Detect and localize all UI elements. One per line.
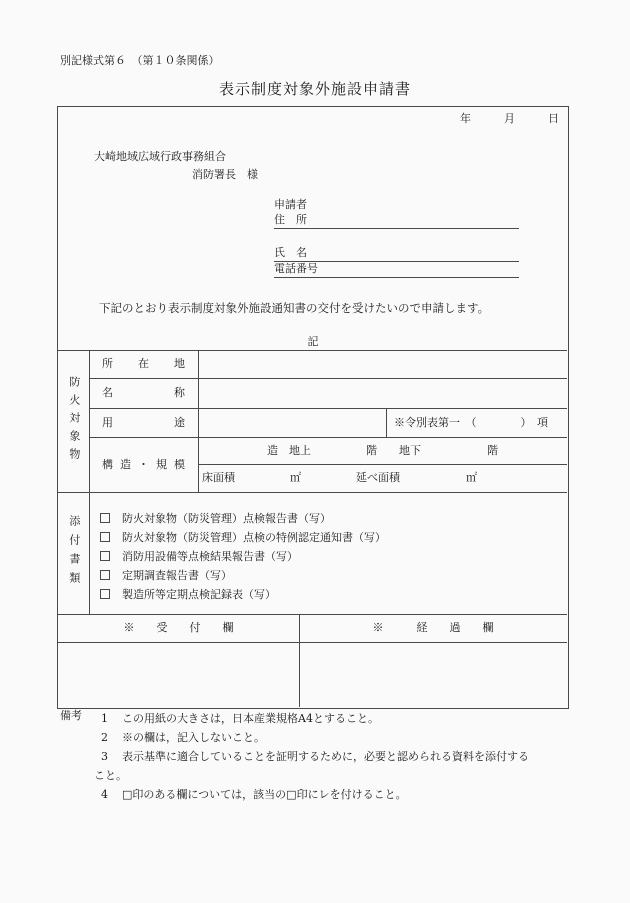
attachment-label: 防火対象物（防災管理）点検報告書（写） xyxy=(122,512,331,525)
attachment-item xyxy=(100,585,567,604)
attachment-label: 消防用設備等点検結果報告書（写） xyxy=(122,550,298,563)
applicant-phone-field[interactable]: 電話番号 xyxy=(274,262,519,278)
form-number: 別記様式第６ （第１０条関係） xyxy=(60,54,220,67)
remark-item xyxy=(101,709,577,728)
structure-scale-label: 構造・規模 xyxy=(102,458,185,471)
fire-object-group-label: 防火対象物 xyxy=(67,376,81,466)
use-label: 用途 xyxy=(102,416,185,429)
remarks-list xyxy=(94,709,577,804)
building-name-value-cell[interactable] xyxy=(198,378,567,408)
structure-area-cell[interactable]: 床面積 ㎡ 延べ面積 ㎡ xyxy=(202,471,477,484)
page-title: 表示制度対象外施設申請書 xyxy=(218,80,411,98)
attachment-item xyxy=(100,566,567,585)
fire-object-group-cell xyxy=(58,350,89,492)
applicant-label: 申請者 xyxy=(274,198,307,211)
use-annex-table-note: ※令別表第一 （ ） 項 xyxy=(394,416,548,429)
building-name-label: 名称 xyxy=(102,386,185,399)
remark-number: 4 xyxy=(101,788,108,801)
record-heading: 記 xyxy=(307,335,319,348)
reception-column-header: ※ 受 付 欄 xyxy=(123,621,234,634)
remark-text: □印のある欄については，該当の□印にレを付けること。 xyxy=(122,788,407,801)
attachment-item xyxy=(100,509,567,528)
checkbox-icon[interactable] xyxy=(100,532,110,542)
addressee-fire-chief: 消防署長 様 xyxy=(192,168,258,181)
location-label: 所在地 xyxy=(102,357,185,370)
remark-text xyxy=(94,747,577,785)
form-frame xyxy=(57,106,569,709)
date-line: 年 月 日 xyxy=(460,112,559,125)
remark-number: 1 xyxy=(101,712,108,725)
progress-stamp-cell[interactable] xyxy=(299,642,567,707)
attachment-label: 定期調査報告書（写） xyxy=(122,569,232,582)
remarks-block xyxy=(57,709,577,804)
checkbox-icon[interactable] xyxy=(100,589,110,599)
application-statement: 下記のとおり表示制度対象外施設通知書の交付を受けたいので申請します。 xyxy=(99,301,490,315)
location-value-cell[interactable] xyxy=(198,350,567,378)
checkbox-icon[interactable] xyxy=(100,513,110,523)
remark-number: 3 xyxy=(101,750,108,763)
progress-column-header: ※ 経 過 欄 xyxy=(372,621,494,634)
reception-stamp-cell[interactable] xyxy=(58,642,299,707)
applicant-address-field[interactable]: 住 所 xyxy=(274,213,519,229)
attachments-list xyxy=(89,492,567,614)
remark-text-line1: 表示基準に適合していることを証明するために，必要と認められる資料を添付する xyxy=(122,750,529,763)
attachment-item xyxy=(100,547,567,566)
structure-floors-cell[interactable]: 造 地上 階 地下 階 xyxy=(267,444,498,457)
checkbox-icon[interactable] xyxy=(100,551,110,561)
remark-text: この用紙の大きさは，日本産業規格A4とすること。 xyxy=(122,712,379,725)
remarks-label: 備考 xyxy=(60,709,82,722)
remark-text: ※の欄は，記入しないこと。 xyxy=(122,731,265,744)
attachments-group-label: 添付書類 xyxy=(67,515,81,591)
applicant-name-field[interactable]: 氏 名 xyxy=(274,246,519,262)
remark-item xyxy=(94,747,577,785)
attachment-label: 製造所等定期点検記録表（写） xyxy=(122,588,276,601)
attachments-group-cell xyxy=(58,492,89,614)
attachment-label: 防火対象物（防災管理）点検の特例認定通知書（写） xyxy=(122,531,386,544)
remark-item xyxy=(101,785,577,804)
addressee-organization: 大崎地域広域行政事務組合 xyxy=(94,150,226,163)
remark-number: 2 xyxy=(101,731,108,744)
remark-text-line2: こと。 xyxy=(94,769,127,782)
attachment-item xyxy=(100,528,567,547)
remark-item xyxy=(101,728,577,747)
use-value-cell[interactable] xyxy=(198,408,386,437)
checkbox-icon[interactable] xyxy=(100,570,110,580)
